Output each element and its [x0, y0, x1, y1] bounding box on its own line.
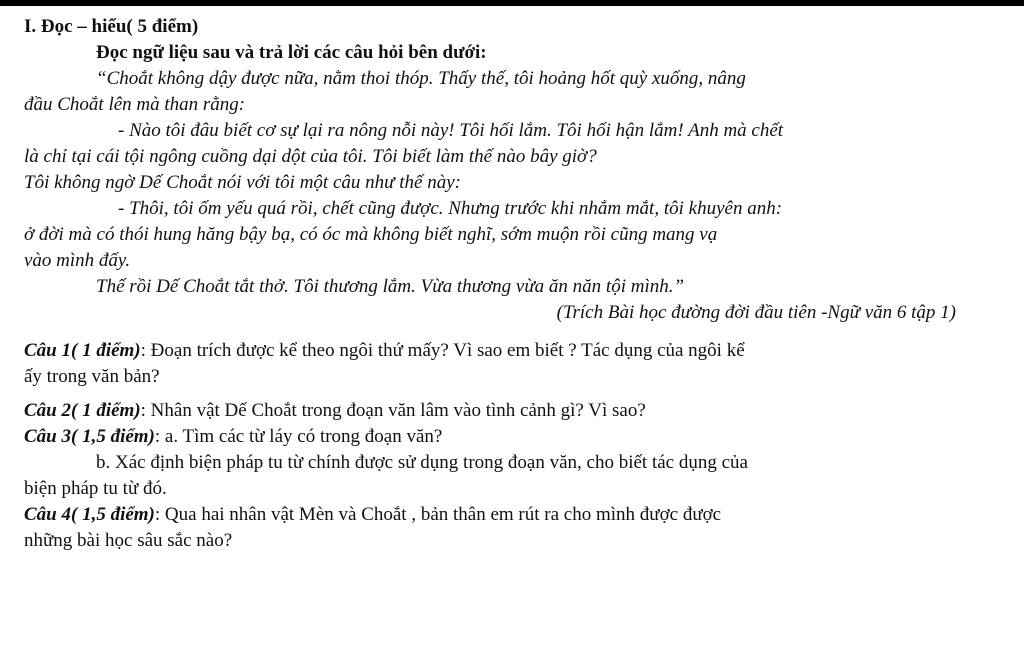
citation: (Trích Bài học đường đời đầu tiên -Ngữ văn 6 tập 1) — [556, 302, 956, 323]
question-2 — [24, 398, 1004, 424]
question-2-text: : Nhân vật Dế Choắt trong đoạn văn lâm vào tình cảnh gì? Vì sao? — [140, 400, 646, 421]
question-4-continued: những bài học sâu sắc nào? — [24, 530, 233, 551]
passage-line: Thế rồi Dế Choắt tắt thở. Tôi thương lắm. Vừa thương vừa ăn năn tội mình.” — [96, 276, 685, 297]
question-2-label: Câu 2( 1 điểm) — [24, 400, 141, 421]
passage-line: đầu Choắt lên mà than rằng: — [24, 94, 246, 115]
question-4 — [24, 502, 1004, 528]
question-3b-text: b. Xác định biện pháp tu từ chính được sử dụng trong đoạn văn, cho biết tác dụng của — [96, 452, 748, 473]
question-1-label: Câu 1( 1 điểm) — [24, 340, 141, 361]
passage-line: Tôi không ngờ Dế Choắt nói với tôi một câu như thế này: — [24, 172, 461, 193]
question-3b-continued: biện pháp tu từ đó. — [24, 478, 167, 499]
question-3-label: Câu 3( 1,5 điểm) — [24, 426, 155, 447]
question-4-label: Câu 4( 1,5 điểm) — [24, 504, 155, 525]
question-1-text: : Đoạn trích được kể theo ngôi thứ mấy? Vì sao em biết ? Tác dụng của ngôi kể — [140, 340, 745, 361]
passage-line: là chỉ tại cái tội ngông cuồng dại dột của tôi. Tôi biết làm thế nào bây giờ? — [24, 146, 597, 167]
passage-line: “Choắt không dậy được nữa, nằm thoi thóp. Thấy thế, tôi hoảng hốt quỳ xuống, nâng — [96, 68, 746, 89]
top-border — [0, 0, 1024, 6]
passage-line: vào mình đấy. — [24, 250, 131, 271]
passage-line: ở đời mà có thói hung hăng bậy bạ, có óc mà không biết nghĩ, sớm muộn rồi cũng mang vạ — [24, 224, 718, 245]
question-1 — [24, 338, 1004, 364]
passage-line: - Nào tôi đâu biết cơ sự lại ra nông nỗi này! Tôi hối lắm. Tôi hối hận lắm! Anh mà chết — [118, 120, 784, 141]
question-3 — [24, 424, 1004, 450]
document-page — [24, 14, 1004, 554]
section-heading: I. Đọc – hiểu( 5 điểm) — [24, 16, 199, 37]
passage-line: - Thôi, tôi ốm yếu quá rồi, chết cũng được. Nhưng trước khi nhắm mắt, tôi khuyên anh: — [118, 198, 783, 219]
question-1-continued: ấy trong văn bản? — [24, 366, 160, 387]
question-4-text: : Qua hai nhân vật Mèn và Choắt , bản thân em rút ra cho mình được được — [154, 504, 722, 525]
question-3a-text: : a. Tìm các từ láy có trong đoạn văn? — [154, 426, 443, 447]
instruction: Đọc ngữ liệu sau và trả lời các câu hỏi bên dưới: — [96, 42, 487, 63]
